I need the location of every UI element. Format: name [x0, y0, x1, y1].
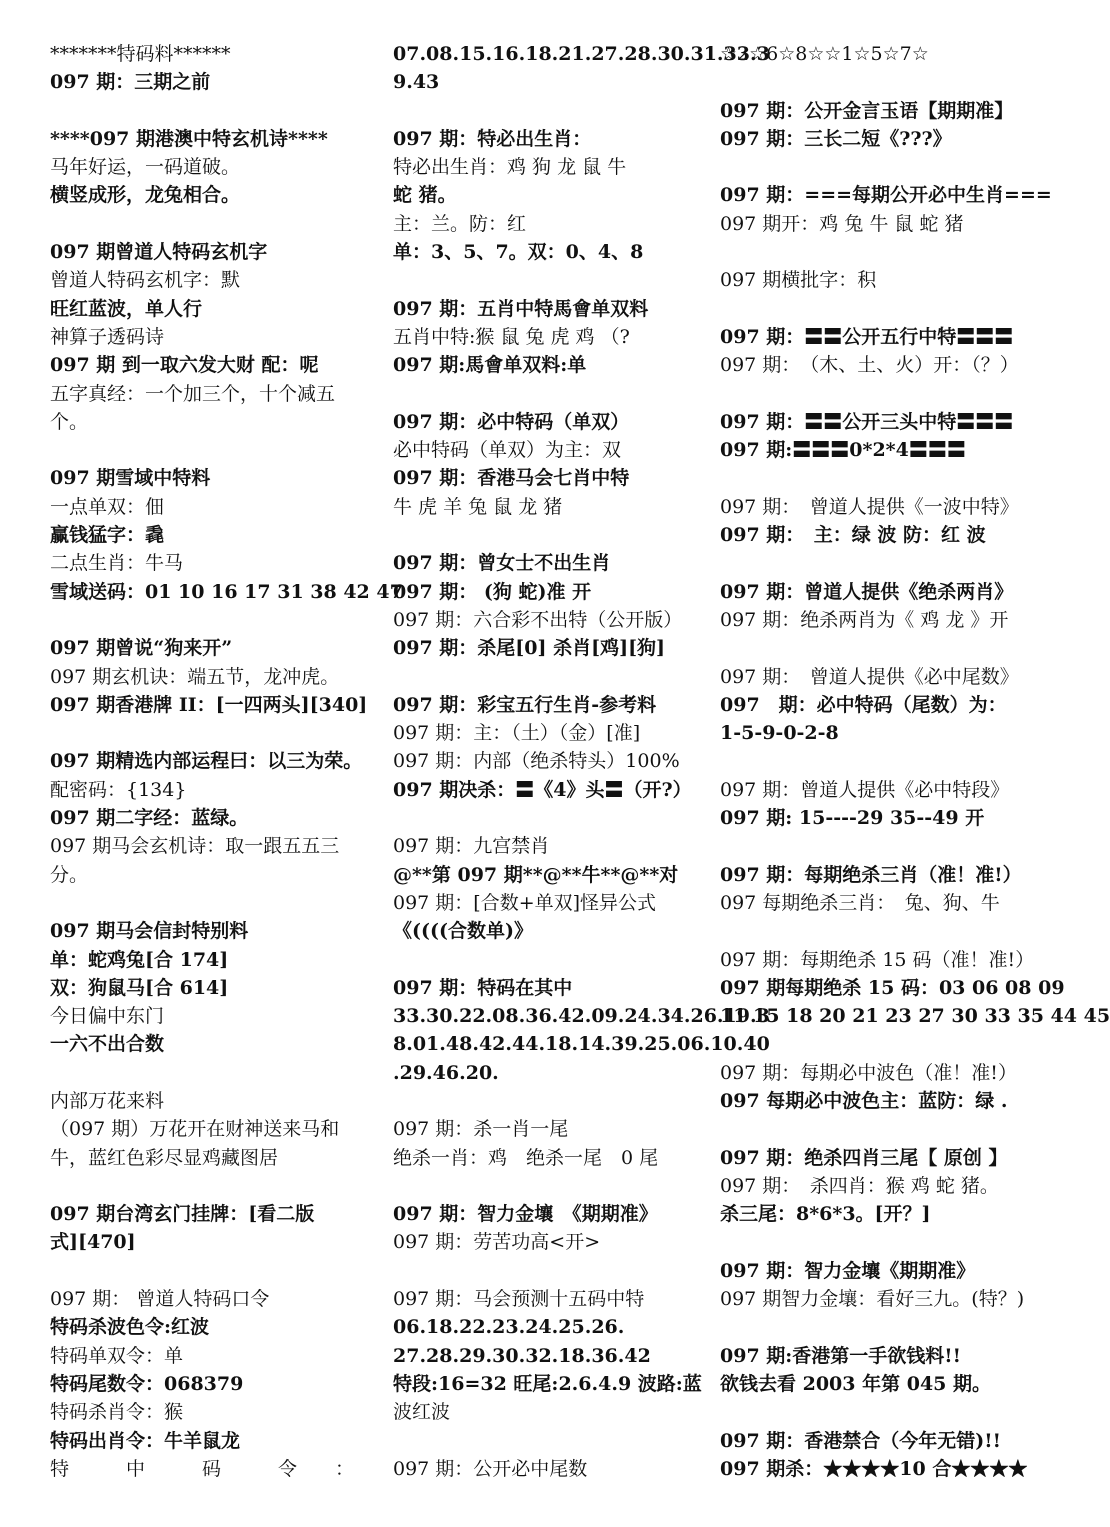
text-line: 单：蛇鸡兔[合 174] [50, 948, 229, 971]
line-gap [393, 1257, 705, 1285]
line-gap [393, 1172, 705, 1200]
text-line: 097 期横批字：积 [720, 269, 877, 292]
text-line: 牛，蓝红色彩尽显鸡藏图居 [50, 1146, 279, 1169]
text-line: 牛 虎 羊 兔 鼠 龙 猪 [393, 495, 563, 518]
text-line: 特必出生肖：鸡 狗 龙 鼠 牛 [393, 156, 627, 179]
text-line: 097 期：九宫禁肖 [393, 835, 550, 858]
line-gap [50, 606, 380, 634]
text-line: 097 期：必中特码（单双） [393, 410, 630, 433]
text-line: 097 期：劳苦功高<开> [393, 1231, 601, 1254]
text-line: 097 期：公开金言玉语【期期准】 [720, 99, 1014, 122]
line-gap [50, 97, 380, 125]
text-line: 097 每期必中波色主：蓝防：绿 . [720, 1089, 1008, 1112]
text-line: 杀三尾：8*6*3。[开？] [720, 1203, 931, 1226]
line-gap [50, 719, 380, 747]
text-line: 097 期： 杀四肖：猴 鸡 蛇 猪。 [720, 1174, 999, 1197]
text-line: 097 期：香港禁合（今年无错)!! [720, 1429, 1001, 1452]
text-line: 097 期：曾道人提供《必中特段》 [720, 778, 1010, 801]
text-line: 097 期：[合数+单双]怪异公式 [393, 891, 657, 914]
text-line: 097 期二字经：蓝绿。 [50, 807, 249, 830]
text-line: 五肖中特:猴 鼠 兔 虎 鸡 （? [393, 325, 630, 348]
column-3 [720, 40, 1110, 1517]
text-line: 097 期: 15----29 35--49 开 [720, 807, 985, 830]
text-line: 097 期： 曾道人提供《必中尾数》 [720, 665, 1019, 688]
text-line: 特码杀肖令：猴 [50, 1401, 184, 1424]
text-line: 曾道人特码玄机字：默 [50, 269, 241, 292]
line-gap [720, 1030, 1060, 1058]
text-line: 097 期：马会预测十五码中特 [393, 1288, 645, 1311]
text-line: 个。 [50, 410, 89, 433]
line-gap [720, 68, 1060, 96]
text-line: 097 期每期绝杀 15 码：03 06 08 09 [720, 976, 1065, 999]
text-line: 分。 [50, 863, 89, 886]
text-line: 赢钱猛字：毳 [50, 524, 165, 547]
text-line: 097 每期绝杀三肖： 兔、狗、牛 [720, 891, 1000, 914]
line-gap [393, 97, 705, 125]
text-line: 097 期:〓〓〓0*2*4〓〓〓 [720, 439, 966, 462]
text-line: 神算子透码诗 [50, 325, 165, 348]
text-line: 097 期：曾女士不出生肖 [393, 552, 611, 575]
line-gap [720, 238, 1060, 266]
text-line: 07.08.15.16.18.21.27.28.30.31.33.3 [393, 43, 770, 65]
text-line: 097 期：智力金壤《期期准》 [720, 1259, 976, 1282]
line-gap [393, 804, 705, 832]
column-1 [50, 40, 403, 1517]
line-gap [393, 1087, 705, 1115]
text-line: 097 期：主：（土）（金）[准] [393, 722, 641, 745]
text-line: 097 期：每期绝杀三肖（准！准!） [720, 863, 1022, 886]
line-gap [720, 1398, 1060, 1426]
text-line: 097 期玄机诀：端五节，龙冲虎。 [50, 665, 340, 688]
text-line: 097 期曾道人特码玄机字 [50, 241, 268, 264]
text-line: 097 期：彩宝五行生肖-参考料 [393, 693, 657, 716]
line-gap [720, 464, 1060, 492]
text-line: 097 期：五肖中特馬會单双料 [393, 297, 649, 320]
text-line: 097 期开：鸡 兔 牛 鼠 蛇 猪 [720, 212, 964, 235]
text-line: 主：兰。防：红 [393, 212, 527, 235]
text-line: 097 期： 曾道人提供《一波中特》 [720, 495, 1019, 518]
line-gap [720, 549, 1060, 577]
text-line: @**第 097 期**@**牛**@**对 [393, 863, 679, 886]
text-line: 单：3、5、7。双：0、4、8 [393, 241, 644, 264]
text-line: 097 期：〓〓公开三头中特〓〓〓 [720, 410, 1014, 433]
text-line: 式][470] [50, 1231, 136, 1254]
text-line: 097 期：公开必中尾数 [393, 1457, 588, 1480]
line-gap [393, 521, 705, 549]
line-gap [720, 295, 1060, 323]
text-line: 097 期： （木、土、火）开：（？） [720, 354, 1019, 377]
text-line: 一六不出合数 [50, 1033, 165, 1056]
text-line: 097 期：===每期公开必中生肖=== [720, 184, 1052, 207]
text-line: 097 期： 主：绿 波 防：红 波 [720, 524, 986, 547]
line-gap [720, 380, 1060, 408]
line-gap [720, 832, 1060, 860]
text-line: 马年好运，一码道破。 [50, 156, 241, 179]
text-line: 097 期：三期之前 [50, 71, 211, 94]
text-line: 097 期曾说“狗来开” [50, 637, 233, 660]
text-line: 9.43 [393, 71, 440, 94]
text-line: （097 期）万花开在财神送来马和 [50, 1118, 340, 1141]
line-gap [393, 380, 705, 408]
text-line: 06.18.22.23.24.25.26. [393, 1316, 625, 1339]
text-line: 1-5-9-0-2-8 [720, 722, 839, 745]
line-gap [720, 1313, 1060, 1341]
text-line: 绝杀一肖：鸡 绝杀一尾 0 尾 [393, 1146, 659, 1169]
text-line: 今日偏中东门 [50, 1005, 165, 1028]
text-line: 097 期马会信封特别料 [50, 920, 249, 943]
line-gap [50, 889, 380, 917]
text-line: 蛇 猪。 [393, 184, 457, 207]
text-line: 特码单双令：单 [50, 1344, 184, 1367]
text-line: 097 期：每期必中波色（准！准!） [720, 1061, 1017, 1084]
text-line: 欲钱去看 2003 年第 045 期。 [720, 1372, 992, 1395]
text-line: 11 15 18 20 21 23 27 30 33 35 44 45 [720, 1005, 1110, 1028]
line-gap [50, 210, 380, 238]
text-line: 097 期台湾玄门挂牌：[看二版 [50, 1203, 315, 1226]
text-line: 波红波 [393, 1401, 451, 1424]
text-line: 097 期：每期绝杀 15 码（准！准!） [720, 948, 1035, 971]
text-line: 097 期：香港马会七肖中特 [393, 467, 630, 490]
text-line: 《((((合数单)》 [393, 920, 533, 943]
line-gap [720, 1228, 1060, 1256]
line-gap [50, 1059, 380, 1087]
text-line: 特码尾数令：068379 [50, 1372, 244, 1395]
text-line: 097 期： (狗 蛇)准 开 [393, 580, 592, 603]
text-line: 097 期决杀：〓《4》头〓（开?） [393, 778, 692, 801]
text-line: 097 期：曾道人提供《绝杀两肖》 [720, 580, 1014, 603]
text-line: 097 期马会玄机诗：取一跟五五三 [50, 835, 340, 858]
text-line: 097 期精选内部运程曰：以三为荣。 [50, 750, 363, 773]
text-line: 特段:16=32 旺尾:2.6.4.9 波路:蓝 [393, 1372, 702, 1395]
text-line: 097 期：智力金壤 《期期准》 [393, 1203, 658, 1226]
text-line: 双：狗鼠马[合 614] [50, 976, 229, 999]
text-line: 097 期：绝杀四肖三尾【 原创 】 [720, 1146, 1008, 1169]
line-gap [50, 1257, 380, 1285]
text-line: 五字真经：一个加三个，十个减五 [50, 382, 336, 405]
text-line: 097 期：绝杀两肖为《 鸡 龙 》开 [720, 608, 1009, 631]
line-gap [393, 946, 705, 974]
text-line: 特 中 码 令 ： [50, 1457, 355, 1480]
text-line: 配密码：{134} [50, 778, 187, 801]
text-line: 二点生肖：牛马 [50, 552, 184, 575]
text-line: .29.46.20. [393, 1061, 499, 1084]
line-gap [720, 747, 1060, 775]
text-line: 旺红蓝波，单人行 [50, 297, 203, 320]
text-line: 097 期：内部（绝杀特头）100% [393, 750, 680, 773]
text-line: 097 期：必中特码（尾数）为： [720, 693, 1007, 716]
text-line: 097 期:香港第一手欲钱料!! [720, 1344, 961, 1367]
text-line: 特码杀波色令:红波 [50, 1316, 210, 1339]
column-2 [393, 40, 770, 1517]
line-gap [393, 1427, 705, 1455]
line-gap [720, 153, 1060, 181]
text-line: 横竖成形，龙兔相合。 [50, 184, 241, 207]
text-line: 097 期:馬會单双料:单 [393, 354, 587, 377]
text-line: 33.30.22.08.36.42.09.24.34.26.19.3 [393, 1005, 770, 1028]
text-line: 097 期：〓〓公开五行中特〓〓〓 [720, 325, 1014, 348]
text-line: 097 期 到一取六发大财 配：呢 [50, 354, 319, 377]
text-line: 097 期：三长二短《???》 [720, 127, 952, 150]
text-line: 内部万花来料 [50, 1089, 165, 1112]
text-line: 097 期：杀一肖一尾 [393, 1118, 569, 1141]
line-gap [393, 266, 705, 294]
line-gap [720, 1115, 1060, 1143]
text-line: 8.01.48.42.44.18.14.39.25.06.10.40 [393, 1033, 770, 1056]
text-line: 097 期：特码在其中 [393, 976, 573, 999]
text-line: 097 期：六合彩不出特（公开版） [393, 608, 683, 631]
line-gap [720, 917, 1060, 945]
text-line: 097 期：特必出生肖： [393, 127, 592, 150]
text-line: 一点单双：佃 [50, 495, 165, 518]
text-line: 雪域送码：01 10 16 17 31 38 42 47 [50, 580, 403, 603]
text-line: 特码出肖令：牛羊鼠龙 [50, 1429, 241, 1452]
text-line: ****097 期港澳中特玄机诗**** [50, 127, 328, 150]
line-gap [50, 1172, 380, 1200]
text-line: 必中特码（单双）为主：双 [393, 439, 622, 462]
text-line: *******特码料****** [50, 43, 231, 65]
text-line: 097 期：杀尾[0] 杀肖[鸡][狗] [393, 637, 666, 660]
line-gap [393, 663, 705, 691]
text-line: 097 期香港牌 II：[一四两头][340] [50, 693, 368, 716]
text-line: 097 期杀：★★★★10 合★★★★ [720, 1457, 1028, 1480]
line-gap [720, 634, 1060, 662]
text-line: 097 期： 曾道人特码口令 [50, 1288, 270, 1311]
text-line: 097 期智力金壤：看好三九。(特？) [720, 1288, 1025, 1311]
text-line: ☆2☆6☆8☆☆1☆5☆7☆ [720, 43, 929, 65]
text-line: 27.28.29.30.32.18.36.42 [393, 1344, 651, 1367]
line-gap [50, 436, 380, 464]
text-line: 097 期雪域中特料 [50, 467, 211, 490]
